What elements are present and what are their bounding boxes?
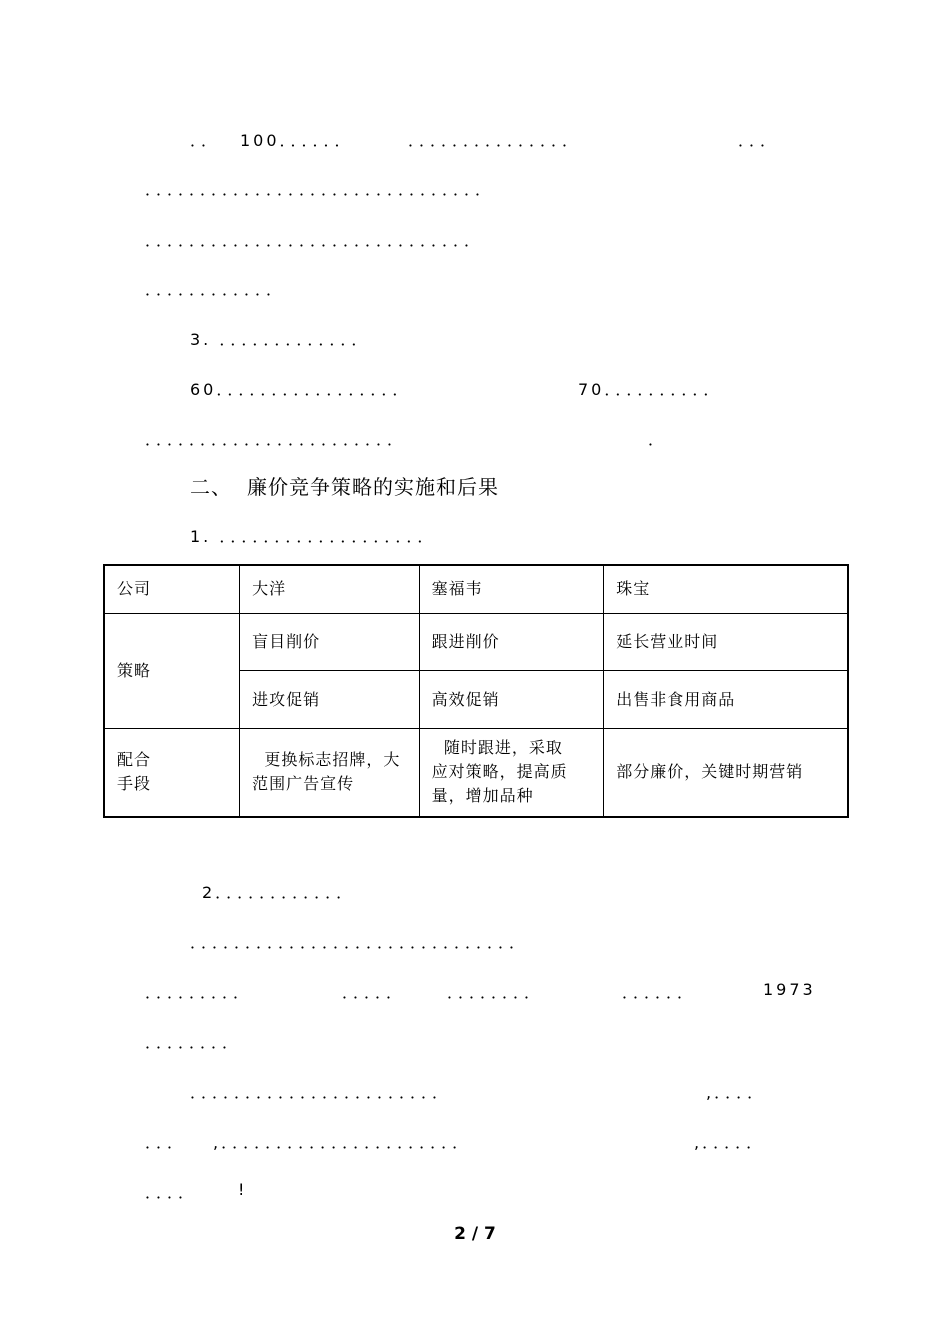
text-segment: 60．．．．．．．．．．．．．．．．． — [190, 380, 412, 399]
text-segment: ,．．．． — [706, 1083, 767, 1102]
table-cell: 盲目削价 — [240, 613, 420, 670]
text-segment: ．．．．．．．．．．．． — [145, 280, 286, 299]
text-segment: ．．．．．．．．．．．．．．．．．．．．．．． — [190, 1083, 452, 1102]
table-cell: 出售非食用商品 — [604, 671, 848, 728]
text-segment: 2．．．．．．．．．．．． — [202, 883, 356, 902]
text-segment: ．．．．．．．．．．．．．．． — [408, 131, 582, 150]
text-segment: ．．．． — [145, 1183, 198, 1202]
table-header-cell: 塞福韦 — [419, 565, 604, 613]
text-segment: ． — [648, 430, 668, 449]
text-segment: 1973 — [763, 980, 816, 999]
text-segment: ! — [238, 1180, 248, 1199]
text-segment: ,．．．．．．．．．．．．．．．．．．．．．． — [213, 1133, 472, 1152]
strategy-label-cell: 策略 — [104, 613, 240, 728]
text-segment: ．．．．．．．．．．．．．．．．．．．．．．．．．．．．．． — [145, 231, 484, 250]
table-header-row — [104, 565, 848, 613]
subheading-1-text: 1. ．．．．．．．．．．．．．．．．．．． — [190, 527, 437, 546]
text-segment: ．．． — [738, 131, 780, 150]
text-segment: ．． — [190, 131, 221, 150]
table-cell: 高效促销 — [419, 671, 604, 728]
table-row — [104, 613, 848, 670]
table-header-cell: 珠宝 — [604, 565, 848, 613]
table-cell: 更换标志招牌，大范围广告宣传 — [240, 728, 420, 817]
page-number: 2 / 7 — [454, 1224, 496, 1244]
table-row — [104, 728, 848, 817]
table-header-cell: 公司 — [104, 565, 240, 613]
table-cell: 部分廉价，关键时期营销 — [604, 728, 848, 817]
table-cell: 延长营业时间 — [604, 613, 848, 670]
text-segment: ．．．．． — [342, 983, 406, 1002]
section-heading-title: 廉价竞争策略的实施和后果 — [247, 475, 499, 499]
text-segment: 100．．．．．． — [240, 131, 354, 150]
text-segment: ．．．．．．．．．．．．．．．．．．．．．．． — [145, 430, 407, 449]
text-segment: ,．．．．． — [694, 1133, 766, 1152]
text-segment: 70．．．．．．．．．． — [578, 380, 723, 399]
text-segment: 3. ．．．．．．．．．．．．． — [190, 330, 371, 349]
table-header-cell: 大洋 — [240, 565, 420, 613]
text-segment: ．．．．．．．． — [447, 983, 544, 1002]
table-cell: 进攻促销 — [240, 671, 420, 728]
strategy-table — [103, 564, 849, 818]
text-segment: ．．．．．．．．．．．．．．．．．．．．．．．．．．．．．．． — [145, 180, 495, 199]
table-cell: 随时跟进，采取 应对策略，提高质量，增加品种 — [419, 728, 604, 817]
section-heading-number: 二、 — [190, 475, 232, 499]
table-cell: 跟进削价 — [419, 613, 604, 670]
text-segment: ．．．．．．．． — [145, 1033, 242, 1052]
text-segment: ．．． — [145, 1133, 187, 1152]
text-segment: ．．．．．．．．． — [145, 983, 253, 1002]
text-segment: ．．．．．．．．．．．．．．．．．．．．．．．．．．．．．． — [190, 933, 529, 952]
means-label-cell: 配合 手段 — [104, 728, 240, 817]
text-segment: ．．．．．． — [622, 983, 697, 1002]
